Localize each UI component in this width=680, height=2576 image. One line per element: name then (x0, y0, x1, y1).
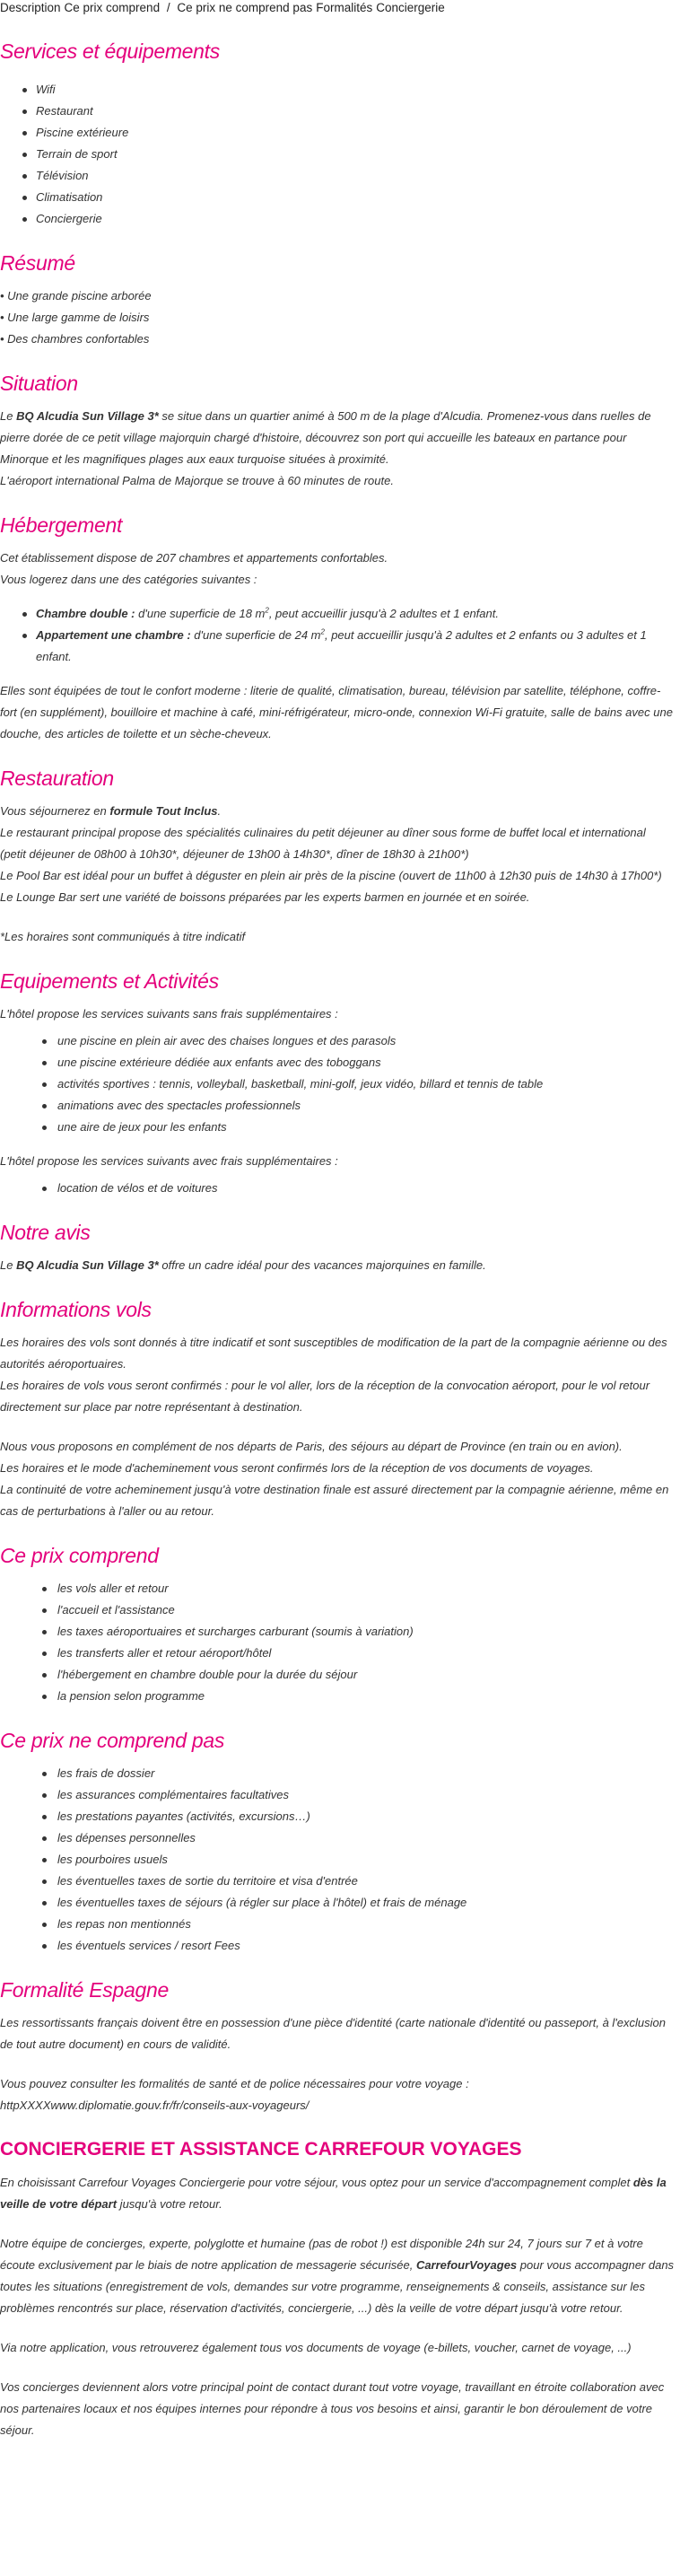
list-item: Restaurant (36, 101, 675, 122)
list-item: une piscine en plein air avec des chaises longues et des parasols (57, 1030, 675, 1052)
lounge-bar-text: Le Lounge Bar sert une variété de boissons préparées par les experts barmen en journée et en soirée. (0, 890, 530, 904)
list-item: activités sportives : tennis, volleyball, basketball, mini-golf, jeux vidéo, billard et tennis de table (57, 1073, 675, 1095)
resume-heading: Résumé (0, 251, 75, 275)
formalite-link[interactable]: httpXXXXwww.diplomatie.gouv.fr/fr/conseils-aux-voyageurs/ (0, 2098, 309, 2112)
tab-conciergerie[interactable]: Conciergerie (376, 1, 445, 14)
restauration-heading: Restauration (0, 767, 114, 790)
list-item: les repas non mentionnés (57, 1914, 675, 1935)
services-list (0, 79, 675, 230)
list-item: Terrain de sport (36, 144, 675, 165)
paid-services-intro: L'hôtel propose les services suivants avec frais supplémentaires : (0, 1154, 338, 1168)
equipment-text: Elles sont équipées de tout le confort moderne : literie de qualité, climatisation, bureau, télévision par satellite, téléphone, coffre-fort (en supplément), bouilloire et machine à café, mini-réfrigérateur, micro-onde, connexion Wi-Fi gratuite, salle de bains avec une douche, des articles de toilette et un sèche-cheveux. (0, 684, 673, 740)
list-item: Conciergerie (36, 208, 675, 230)
vols-text-3: Nous vous proposons en complément de nos départs de Paris, des séjours au départ de Province (en train ou en avion). (0, 1440, 623, 1453)
situation-heading: Situation (0, 372, 78, 395)
avis-heading: Notre avis (0, 1221, 91, 1244)
list-item: les éventuelles taxes de séjours (à régler sur place à l'hôtel) et frais de ménage (57, 1892, 675, 1914)
conciergerie-heading: CONCIERGERIE ET ASSISTANCE CARREFOUR VOYAGES (0, 2139, 522, 2160)
list-item: • Une large gamme de loisirs (0, 311, 150, 324)
list-item: Appartement une chambre : d'une superficie de 24 $m^2$, peut accueillir jusqu'à 2 adultes et 2 enfants ou 3 adultes et 1 enfant. (36, 625, 675, 668)
vols-text-4: Les horaires et le mode d'acheminement vous seront confirmés lors de la réception de vos documents de voyages. (0, 1461, 594, 1475)
services-heading: Services et équipements (0, 39, 220, 63)
list-item: • Des chambres confortables (0, 332, 150, 346)
list-item: les éventuelles taxes de sortie du territoire et visa d'entrée (57, 1871, 675, 1892)
room-list (0, 603, 675, 668)
activites-heading: Equipements et Activités (0, 969, 219, 993)
tab-separator: / (166, 1, 170, 14)
list-item: location de vélos et de voitures (57, 1178, 675, 1199)
avis-text: Le BQ Alcudia Sun Village 3* offre un cadre idéal pour des vacances majorquines en famille. (0, 1258, 486, 1272)
list-item: une aire de jeux pour les enfants (57, 1117, 675, 1138)
list-item: Chambre double : d'une superficie de 18 $m^2$, peut accueillir jusqu'à 2 adultes et 1 enfant. (36, 603, 675, 625)
list-item: les transferts aller et retour aéroport/hôtel (57, 1643, 675, 1664)
hebergement-intro-2: Vous logerez dans une des catégories suivantes : (0, 573, 257, 586)
tab-ce-prix-ne-comprend-pas[interactable]: Ce prix ne comprend pas (177, 1, 313, 14)
tab-description[interactable]: Description (0, 1, 61, 14)
restaurant-text: Le restaurant principal propose des spécialités culinaires du petit déjeuner au dîner sous forme de buffet local et international (petit déjeuner de 08h00 à 10h30*, déjeuner de 13h00 à 14h30*, dîner de 18h30 à 21h00*) (0, 826, 646, 861)
hebergement-heading: Hébergement (0, 513, 123, 537)
conciergerie-text-3: Via notre application, vous retrouverez également tous vos documents de voyage (e-billets, voucher, carnet de voyage, ...) (0, 2341, 632, 2354)
list-item: les vols aller et retour (57, 1578, 675, 1599)
situation-text: Le BQ Alcudia Sun Village 3* se situe dans un quartier animé à 500 m de la plage d'Alcudia. Promenez-vous dans ruelles de pierre dorée de ce petit village majorquin chargé d'histoire, découvrez son port qui accueille les bateaux en partance pour Minorque et les magnifiques plages aux eaux turquoise situées à proximité. (0, 409, 651, 466)
list-item: les frais de dossier (57, 1763, 675, 1784)
list-item: la pension selon programme (57, 1686, 675, 1707)
tab-formalites[interactable]: Formalités (316, 1, 373, 14)
list-item: l'accueil et l'assistance (57, 1599, 675, 1621)
list-item: Wifi (36, 79, 675, 101)
hours-note: *Les horaires sont communiqués à titre indicatif (0, 930, 246, 943)
vols-text-5: La continuité de votre acheminement jusqu'à votre destination finale est assuré directement par la compagnie aérienne, même en cas de perturbations à l'aller ou au retour. (0, 1483, 669, 1518)
list-item: l'hébergement en chambre double pour la durée du séjour (57, 1664, 675, 1686)
tab-bar (0, 0, 675, 20)
formalite-text-2: Vous pouvez consulter les formalités de santé et de police nécessaires pour votre voyage : (0, 2077, 469, 2090)
list-item: les prestations payantes (activités, excursions…) (57, 1806, 675, 1827)
formalite-text-1: Les ressortissants français doivent être en possession d'une pièce d'identité (carte nationale d'identité ou passeport, à l'exclusion de tout autre document) en cours de validité. (0, 2016, 666, 2051)
paid-services-list (0, 1178, 675, 1199)
free-services-list (0, 1030, 675, 1138)
list-item: les éventuels services / resort Fees (57, 1935, 675, 1957)
comprend-heading: Ce prix comprend (0, 1544, 159, 1567)
hotel-name: BQ Alcudia Sun Village 3* (16, 409, 159, 423)
list-item: animations avec des spectacles professionnels (57, 1095, 675, 1117)
list-item: Télévision (36, 165, 675, 187)
list-item: une piscine extérieure dédiée aux enfants avec des toboggans (57, 1052, 675, 1073)
resume-list (0, 285, 675, 350)
list-item: les assurances complémentaires facultatives (57, 1784, 675, 1806)
airport-text: L'aéroport international Palma de Majorque se trouve à 60 minutes de route. (0, 474, 394, 487)
hebergement-intro: Cet établissement dispose de 207 chambres et appartements confortables. (0, 551, 388, 565)
comprend-list (0, 1578, 675, 1707)
formalite-heading: Formalité Espagne (0, 1978, 169, 2002)
conciergerie-text-2: Notre équipe de concierges, experte, polyglotte et humaine (pas de robot !) est disponible 24h sur 24, 7 jours sur 7 et à votre écoute exclusivement par le biais de notre application de messagerie sécurisée, CarrefourVoyages pour vous accompagner dans toutes les situations (enregistrement de vols, demandes sur votre programme, renseignements & conseils, assistance sur les problèmes rencontrés sur place, réservation d'activités, conciergerie, ...) dès la veille de votre départ jusqu'à votre retour. (0, 2237, 675, 2315)
vols-text-2: Les horaires de vols vous seront confirmés : pour le vol aller, lors de la réception de la convocation aéroport, pour le vol retour directement sur place par notre représentant à destination. (0, 1379, 650, 1414)
list-item: les taxes aéroportuaires et surcharges carburant (soumis à variation) (57, 1621, 675, 1643)
vols-heading: Informations vols (0, 1298, 152, 1321)
ne-comprend-heading: Ce prix ne comprend pas (0, 1729, 225, 1752)
list-item: Piscine extérieure (36, 122, 675, 144)
list-item: les dépenses personnelles (57, 1827, 675, 1849)
vols-text-1: Les horaires des vols sont donnés à titre indicatif et sont susceptibles de modification de la part de la compagnie aérienne ou des autorités aéroportuaires. (0, 1336, 667, 1371)
tab-ce-prix-comprend[interactable]: Ce prix comprend (64, 1, 161, 14)
formula-text: Vous séjournerez en formule Tout Inclus. (0, 804, 222, 818)
conciergerie-text-1: En choisissant Carrefour Voyages Conciergerie pour votre séjour, vous optez pour un service d'accompagnement complet dès la veille de votre départ jusqu'à votre retour. (0, 2176, 667, 2211)
list-item: les pourboires usuels (57, 1849, 675, 1871)
conciergerie-text-4: Vos concierges deviennent alors votre principal point de contact durant tout votre voyage, travaillant en étroite collaboration avec nos partenaires locaux et nos équipes internes pour répondre à tous vos besoins et ainsi, garantir le bon déroulement de votre séjour. (0, 2380, 665, 2437)
free-services-intro: L'hôtel propose les services suivants sans frais supplémentaires : (0, 1007, 338, 1021)
pool-bar-text: Le Pool Bar est idéal pour un buffet à déguster en plein air près de la piscine (ouvert de 11h00 à 12h30 puis de 14h30 à 17h00*) (0, 869, 662, 882)
list-item: • Une grande piscine arborée (0, 289, 152, 302)
list-item: Climatisation (36, 187, 675, 208)
ne-comprend-list (0, 1763, 675, 1957)
